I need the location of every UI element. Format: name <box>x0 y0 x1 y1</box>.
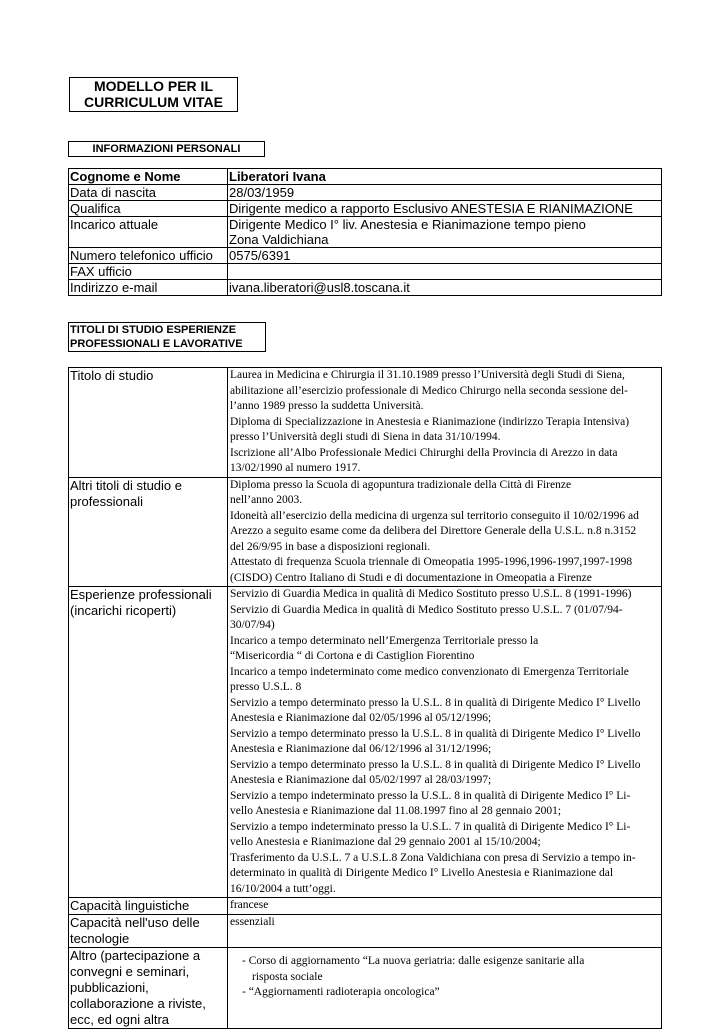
text-line: nell’anno 2003. <box>230 494 303 506</box>
row-label: Cognome e Nome <box>69 169 228 185</box>
row-value-line: Zona Valdichiana <box>229 232 329 247</box>
row-label-line: collaborazione a riviste, <box>70 996 206 1011</box>
text-line: Servizio a tempo indeterminato presso la U.S.L. 8 in qualità di Dirigente Medico I° Li- <box>230 789 631 802</box>
row-label: FAX ufficio <box>69 264 228 280</box>
list-item: - Corso di aggiornamento “La nuova geriatria: dalle esigenze sanitarie alla <box>242 955 585 967</box>
text-line: Servizio a tempo indeterminato presso la U.S.L. 7 in qualità di Dirigente Medico I° Li- <box>230 820 631 833</box>
text-line: (CISDO) Centro Italiano di Studi e di documentazione in Omeopatia a Firenze <box>230 571 592 584</box>
list-item-continuation: risposta sociale <box>252 970 323 983</box>
row-value: francese <box>228 898 662 915</box>
section-heading-line: TITOLI DI STUDIO ESPERIENZE <box>70 324 237 336</box>
table-row <box>69 948 662 1029</box>
text-line: Arezzo a seguito esame come da delibera del Direttore Generale della U.S.L. n.8 n.3152 <box>230 525 637 537</box>
table-row <box>69 201 662 217</box>
row-value <box>228 477 662 587</box>
table-row <box>69 217 662 248</box>
row-label-line: Altro (partecipazione a <box>70 948 201 963</box>
titles-table <box>68 367 662 1029</box>
row-value <box>228 217 662 248</box>
row-value <box>228 587 662 898</box>
table-row <box>69 280 662 296</box>
text-line: Trasferimento da U.S.L. 7 a U.S.L.8 Zona Valdichiana con presa di Servizio a tempo in- <box>230 851 636 864</box>
text-line: Anestesia e Rianimazione dal 06/12/1996 al 31/12/1996; <box>230 743 492 755</box>
table-row <box>69 368 662 478</box>
row-label: Capacità linguistiche <box>69 898 228 915</box>
row-value <box>228 948 662 1029</box>
text-line: Diploma di Specializzazione in Anestesia e Rianimazione (indirizzo Terapia Intensiva) <box>230 415 630 428</box>
row-value: Liberatori Ivana <box>228 169 662 185</box>
text-line: Iscrizione all’Albo Professionale Medici Chirurghi della Provincia di Arezzo in data <box>230 446 618 459</box>
text-line: vello Anestesia e Rianimazione dal 11.08.1997 fino al 28 gennaio 2001; <box>230 805 562 817</box>
row-label <box>69 477 228 587</box>
text-line: “Misericordia “ di Cortona e di Castiglion Fiorentino <box>230 650 475 662</box>
text-line: presso U.S.L. 8 <box>230 681 302 693</box>
text-line: 16/10/2004 a tutt’oggi. <box>230 882 336 895</box>
row-label <box>69 915 228 948</box>
text-line: presso l’Università degli studi di Siena in data 31/10/1994. <box>230 431 501 443</box>
section-heading-titles <box>68 322 266 352</box>
text-line: Servizio a tempo determinato presso la U.S.L. 8 in qualità di Dirigente Medico I° Livello <box>230 727 641 740</box>
row-label-line: (incarichi ricoperti) <box>70 603 177 618</box>
text-line: Idoneità all’esercizio della medicina di urgenza sul territorio conseguito il 10/02/1996 ad <box>230 509 639 522</box>
text-line: Incarico a tempo indeterminato come medico convenzionato di Emergenza Territoriale <box>230 665 629 678</box>
row-label: Titolo di studio <box>69 368 228 478</box>
row-value: essenziali <box>228 915 662 948</box>
document-title <box>69 77 238 112</box>
row-label-line: Esperienze professionali <box>70 587 212 602</box>
text-line: 13/02/1990 al numero 1917. <box>230 462 361 474</box>
row-label-line: ecc, ed ogni altra <box>70 1012 170 1027</box>
row-label: Incarico attuale <box>69 217 228 248</box>
row-label-line: Capacità nell'uso delle <box>70 915 200 930</box>
text-line: Anestesia e Rianimazione dal 02/05/1996 al 05/12/1996; <box>230 712 492 724</box>
table-row <box>69 248 662 264</box>
text-line: Laurea in Medicina e Chirurgia il 31.10.1989 presso l’Università degli Studi di Siena, <box>230 369 625 381</box>
section-heading-line: PROFESSIONALI E LAVORATIVE <box>70 338 243 350</box>
row-label-line: pubblicazioni, <box>70 980 149 995</box>
text-line: del 26/9/95 in base a disposizioni regionali. <box>230 540 431 553</box>
row-label: Data di nascita <box>69 185 228 201</box>
text-line: Servizio a tempo determinato presso la U.S.L. 8 in qualità di Dirigente Medico I° Livello <box>230 758 641 771</box>
row-label-line: professionali <box>70 493 143 509</box>
section-heading-personal: INFORMAZIONI PERSONALI <box>68 141 265 157</box>
text-line: l’anno 1989 presso la suddetta Università. <box>230 400 424 412</box>
table-row <box>69 169 662 185</box>
text-line: Attestato di frequenza Scuola triennale di Omeopatia 1995-1996,1996-1997,1997-1998 <box>230 556 633 568</box>
row-value: ivana.liberatori@usl8.toscana.it <box>228 280 662 296</box>
row-label-line: Altri titoli di studio e <box>70 477 182 493</box>
text-line: Incarico a tempo determinato nell’Emergenza Territoriale presso la <box>230 634 539 647</box>
text-line: Servizio a tempo determinato presso la U.S.L. 8 in qualità di Dirigente Medico I° Livello <box>230 696 641 709</box>
row-label: Qualifica <box>69 201 228 217</box>
text-line: Anestesia e Rianimazione dal 05/02/1997 al 28/03/1997; <box>230 774 492 786</box>
table-row <box>69 185 662 201</box>
table-row <box>69 477 662 587</box>
text-line: determinato in qualità di Dirigente Medico I° Livello Anestesia e Rianimazione dal <box>230 867 614 879</box>
row-label-line: tecnologie <box>70 931 130 946</box>
row-label <box>69 948 228 1029</box>
text-line: abilitazione all’esercizio professionale di Medico Chirurgo nella seconda sessione del- <box>230 384 629 397</box>
table-row <box>69 915 662 948</box>
text-line: Servizio di Guardia Medica in qualità di Medico Sostituto presso U.S.L. 8 (1991-1996) <box>230 588 632 600</box>
document-title-line2: CURRICULUM VITAE <box>84 94 223 110</box>
row-label: Numero telefonico ufficio <box>69 248 228 264</box>
row-label: Indirizzo e-mail <box>69 280 228 296</box>
row-label-line: convegni e seminari, <box>70 964 190 979</box>
table-row <box>69 264 662 280</box>
personal-info-table <box>68 168 662 296</box>
row-value: 28/03/1959 <box>228 185 662 201</box>
table-row <box>69 898 662 915</box>
text-line: 30/07/94) <box>230 619 275 631</box>
row-value <box>228 368 662 478</box>
row-label <box>69 587 228 898</box>
document-title-line1: MODELLO PER IL <box>94 78 213 94</box>
text-line: vello Anestesia e Rianimazione dal 29 gennaio 2001 al 15/10/2004; <box>230 836 541 848</box>
row-value <box>228 264 662 280</box>
text-line: Diploma presso la Scuola di agopuntura tradizionale della Città di Firenze <box>230 478 572 491</box>
table-row <box>69 587 662 898</box>
row-value: 0575/6391 <box>228 248 662 264</box>
row-value: Dirigente medico a rapporto Esclusivo ANESTESIA E RIANIMAZIONE <box>228 201 662 217</box>
text-line: Servizio di Guardia Medica in qualità di Medico Sostituto presso U.S.L. 7 (01/07/94- <box>230 603 623 616</box>
list-item: - “Aggiornamenti radioterapia oncologica” <box>242 986 440 998</box>
row-value-line: Dirigente Medico I° liv. Anestesia e Rianimazione tempo pieno <box>229 217 586 232</box>
